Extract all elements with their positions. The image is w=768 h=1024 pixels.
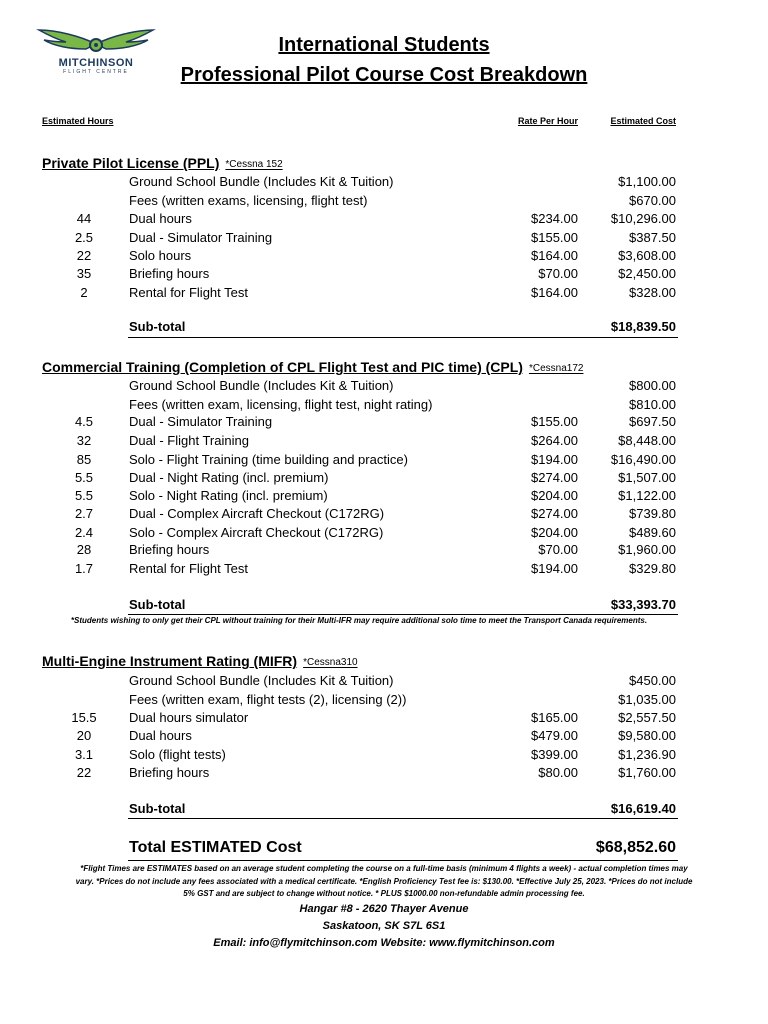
section-title-text: Private Pilot License (PPL) [42,155,220,171]
subtotal-rule [128,614,678,615]
cost-cell: $1,122.00 [618,488,676,503]
table-row [0,432,768,450]
table-row [0,691,768,709]
hours-cell: 15.5 [71,710,97,725]
description-cell: Rental for Flight Test [129,561,248,576]
subtotal-rule [128,337,678,338]
description-cell: Solo - Night Rating (incl. premium) [129,488,328,503]
cost-cell: $328.00 [629,285,676,300]
address-line2: Saskatoon, SK S7L 6S1 [322,920,446,932]
logo-subtitle: FLIGHT CENTRE [63,69,129,75]
table-row [0,727,768,745]
cost-cell: $387.50 [629,230,676,245]
hours-cell: 20 [76,728,92,743]
description-cell: Solo - Flight Training (time building and practice) [129,452,408,467]
section-title-mifr [42,653,358,669]
description-cell: Fees (written exam, licensing, flight test, night rating) [129,397,433,412]
table-row [0,524,768,542]
table-row [0,192,768,210]
hours-cell: 22 [76,765,92,780]
section-title-text: Commercial Training (Completion of CPL Flight Test and PIC time) (CPL) [42,359,523,375]
hours-cell: 4.5 [74,414,94,429]
rate-cell: $194.00 [531,452,578,467]
table-row [0,247,768,265]
table-row [0,210,768,228]
rate-cell: $155.00 [531,414,578,429]
hours-cell: 2.5 [74,230,94,245]
cost-cell: $670.00 [629,193,676,208]
hours-cell: 2 [80,285,88,300]
subtotal-value: $18,839.50 [610,319,676,334]
subtotal-rule [128,818,678,819]
cost-cell: $9,580.00 [618,728,676,743]
table-row [0,265,768,283]
cost-cell: $1,960.00 [618,542,676,557]
subtotal-row [0,318,768,336]
cost-cell: $810.00 [629,397,676,412]
rate-cell: $155.00 [531,230,578,245]
rate-cell: $164.00 [531,285,578,300]
table-row [0,560,768,578]
cost-cell: $1,035.00 [618,692,676,707]
subtotal-label: Sub-total [129,319,186,334]
table-row [0,451,768,469]
rate-cell: $274.00 [531,470,578,485]
disclaimer-line1: *Flight Times are ESTIMATES based on an average student completing the course on a full-time basis (minimum 4 flights a week) - actual completion times may [80,864,688,873]
hours-cell: 32 [76,433,92,448]
logo-name: MITCHINSON [58,57,134,69]
aircraft-note: *Cessna 152 [225,159,283,170]
description-cell: Dual - Simulator Training [129,414,273,429]
hours-cell: 5.5 [74,488,94,503]
table-row [0,541,768,559]
hours-cell: 2.4 [74,525,94,540]
subtotal-label: Sub-total [129,597,186,612]
rate-cell: $80.00 [538,765,578,780]
cost-cell: $10,296.00 [610,211,676,226]
rate-cell: $264.00 [531,433,578,448]
description-cell: Dual - Flight Training [129,433,249,448]
total-rule [128,860,678,861]
description-cell: Briefing hours [129,266,210,281]
table-row [0,672,768,690]
table-row [0,413,768,431]
hours-cell: 1.7 [74,561,94,576]
cost-cell: $2,450.00 [618,266,676,281]
section-title-ppl [42,155,283,171]
description-cell: Briefing hours [129,765,210,780]
disclaimer-line3: 5% GST and are subject to change without notice. * PLUS $1000.00 non-refundable admin processing fee. [183,889,585,898]
description-cell: Dual hours [129,728,192,743]
rate-cell: $274.00 [531,506,578,521]
table-row [0,284,768,302]
hours-cell: 2.7 [74,506,94,521]
aircraft-note: *Cessna310 [303,657,358,668]
section-title-text: Multi-Engine Instrument Rating (MIFR) [42,653,298,669]
description-cell: Briefing hours [129,542,210,557]
table-row [0,229,768,247]
cost-cell: $1,236.90 [618,747,676,762]
subtotal-row [0,800,768,818]
table-row [0,173,768,191]
table-row [0,746,768,764]
subtotal-label: Sub-total [129,801,186,816]
cost-cell: $16,490.00 [610,452,676,467]
rate-cell: $164.00 [531,248,578,263]
description-cell: Fees (written exams, licensing, flight test) [129,193,368,208]
description-cell: Ground School Bundle (Includes Kit & Tuition) [129,673,394,688]
description-cell: Dual - Night Rating (incl. premium) [129,470,329,485]
description-cell: Rental for Flight Test [129,285,248,300]
description-cell: Ground School Bundle (Includes Kit & Tuition) [129,378,394,393]
rate-cell: $399.00 [531,747,578,762]
disclaimer-line2: vary. *Prices do not include any fees associated with a medical certificate. *English Proficiency Test fee is: $130.00. *Effective July 25, 2023. *Prices do not include [75,877,693,886]
address-line1: Hangar #8 - 2620 Thayer Avenue [299,903,469,915]
contact-line: Email: info@flymitchinson.com Website: www.flymitchinson.com [213,937,555,949]
cost-cell: $1,507.00 [618,470,676,485]
cost-cell: $800.00 [629,378,676,393]
description-cell: Solo hours [129,248,192,263]
table-row [0,469,768,487]
description-cell: Dual hours [129,211,192,226]
hours-cell: 35 [76,266,92,281]
table-row [0,505,768,523]
table-row [0,764,768,782]
page-title-line1: International Students [278,34,490,56]
description-cell: Fees (written exam, flight tests (2), licensing (2)) [129,692,407,707]
hours-cell: 22 [76,248,92,263]
col-header-hours: Estimated Hours [42,116,114,126]
rate-cell: $194.00 [531,561,578,576]
description-cell: Solo (flight tests) [129,747,226,762]
cost-cell: $697.50 [629,414,676,429]
cost-cell: $739.80 [629,506,676,521]
hours-cell: 3.1 [74,747,94,762]
cost-cell: $3,608.00 [618,248,676,263]
page-title-line2: Professional Pilot Course Cost Breakdown [180,64,588,86]
cost-cell: $1,760.00 [618,765,676,780]
table-row [0,396,768,414]
cpl-note: *Students wishing to only get their CPL without training for their Multi-IFR may require additional solo time to meet the Transport Canada requirements. [70,616,648,625]
cost-cell: $2,557.50 [618,710,676,725]
total-row [0,837,768,859]
cost-cell: $329.80 [629,561,676,576]
description-cell: Ground School Bundle (Includes Kit & Tuition) [129,174,394,189]
description-cell: Dual - Complex Aircraft Checkout (C172RG) [129,506,385,521]
description-cell: Solo - Complex Aircraft Checkout (C172RG) [129,525,384,540]
hours-cell: 5.5 [74,470,94,485]
hours-cell: 28 [76,542,92,557]
cost-cell: $450.00 [629,673,676,688]
hours-cell: 85 [76,452,92,467]
section-title-cpl [42,359,583,375]
table-row [0,709,768,727]
rate-cell: $204.00 [531,525,578,540]
cost-cell: $489.60 [629,525,676,540]
rate-cell: $234.00 [531,211,578,226]
description-cell: Dual - Simulator Training [129,230,273,245]
total-label: Total ESTIMATED Cost [129,839,302,856]
subtotal-value: $16,619.40 [610,801,676,816]
total-value: $68,852.60 [595,839,676,856]
table-row [0,377,768,395]
rate-cell: $165.00 [531,710,578,725]
cost-cell: $1,100.00 [618,174,676,189]
aircraft-note: *Cessna172 [528,363,584,374]
rate-cell: $70.00 [538,266,578,281]
col-header-cost: Estimated Cost [610,116,676,126]
subtotal-row [0,596,768,614]
description-cell: Dual hours simulator [129,710,249,725]
subtotal-value: $33,393.70 [610,597,676,612]
rate-cell: $204.00 [531,488,578,503]
col-header-rate: Rate Per Hour [517,116,578,126]
rate-cell: $70.00 [538,542,578,557]
table-row [0,487,768,505]
hours-cell: 44 [76,211,92,226]
rate-cell: $479.00 [531,728,578,743]
cost-cell: $8,448.00 [618,433,676,448]
